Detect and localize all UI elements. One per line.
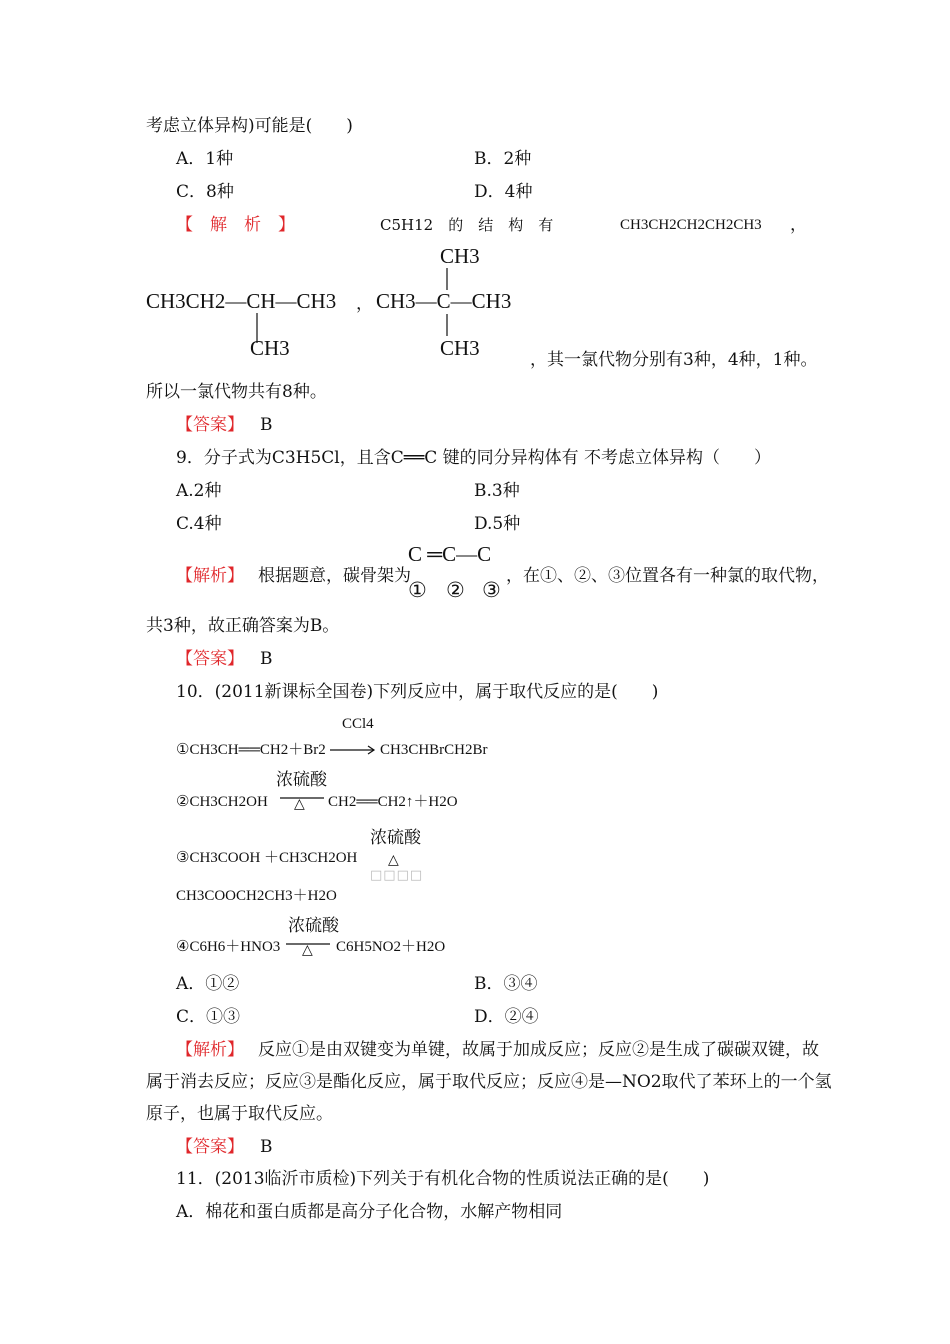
q8-jiexi-label: 【 解 析 】 [176,215,295,235]
q10-jiexi-label: 【解析】 [176,1040,244,1060]
q8-struct2-main: CH3CH2—CH—CH3 [146,289,337,313]
q8-comma2: ， [356,294,373,314]
q8-struct2-branch: CH3 [250,336,290,360]
q8-jiexi-line2: 所以一氯代物共有8种。 [146,382,327,402]
q10-r2-right: CH2══CH2↑＋H2O [328,794,458,810]
q8-struct1: CH3CH2CH2CH2CH3 [620,217,762,233]
q9-skeleton: C ═C—C [408,542,492,566]
q10-r4-right: C6H5NO2＋H2O [336,939,446,955]
q9-pos-3: ③ [482,578,501,602]
q10-jiexi-line2: 属于消去反应；反应③是酯化反应，属于取代反应；反应④是—NO2取代了苯环上的一个氢 [146,1072,832,1092]
q8-jiexi-lead: C5H12 的 结 构 有 [380,216,554,234]
q9-pos-2: ② [446,578,465,602]
q10-r4-condition-top: 浓硫酸 [288,916,339,936]
q10-r1-left: ①CH3CH══CH2＋Br2 [176,742,326,758]
q10-option-d: D．②④ [474,1007,539,1027]
q9-jiexi-lead: 根据题意，碳骨架为 [258,566,411,586]
q10-r1-right: CH3CHBrCH2Br [380,742,488,758]
q10-option-a: A．①② [176,974,240,994]
q8-struct3-main: CH3—C—CH3 [376,289,512,313]
q10-r4-left: ④C6H6＋HNO3 [176,939,281,955]
q8-struct3-bond-top [446,268,448,290]
q10-answer: B [260,1137,273,1157]
q9-option-c: C.4种 [176,514,222,534]
q11-option-a: A．棉花和蛋白质都是高分子化合物，水解产物相同 [176,1202,563,1222]
q9-jiexi-tail: ，在①、②、③位置各有一种氯的取代物， [506,566,829,586]
q9-option-b: B.3种 [474,481,520,501]
q9-option-a: A.2种 [176,481,222,501]
q8-option-a: A．1种 [176,149,234,169]
q11-stem: 11．(2013临沂市质检)下列关于有机化合物的性质说法正确的是( ) [176,1169,710,1189]
q10-jiexi-line3: 原子，也属于取代反应。 [146,1104,333,1124]
q8-option-c: C．8种 [176,182,234,202]
q9-stem: 9．分子式为C3H5Cl，且含C══C 键的同分异构体有 不考虑立体异构（ ） [176,448,772,468]
q9-option-d: D.5种 [474,514,521,534]
q10-r2-left: ②CH3CH2OH [176,794,268,810]
q8-stem-tail: 考虑立体异构)可能是( ) [146,116,353,136]
q10-r1-condition: CCl4 [342,716,374,732]
q9-answer-label: 【答案】 [176,649,244,669]
q10-stem: 10．(2011新课标全国卷)下列反应中，属于取代反应的是( ) [176,682,659,702]
q9-jiexi-line2: 共3种，故正确答案为B。 [146,616,340,636]
q10-r3-left: ③CH3COOH ＋CH3CH2OH [176,850,358,866]
q8-option-b: B．2种 [474,149,532,169]
q8-answer: B [260,415,273,435]
q8-struct3-top: CH3 [440,244,480,268]
q10-r4-condition-bottom: △ [302,942,313,958]
q10-r2-condition-bottom: △ [294,796,305,812]
q10-r3-condition-bottom: △ [388,852,399,868]
q8-struct3-bottom: CH3 [440,336,480,360]
q8-answer-label: 【答案】 [176,415,244,435]
q9-answer: B [260,649,273,669]
q10-jiexi-line1: 反应①是由双键变为单键，故属于加成反应；反应②是生成了碳碳双键，故 [258,1040,819,1060]
q10-r3-placeholder-boxes: □□□□ [370,868,424,883]
q10-r1-arrow [330,746,376,754]
q10-option-c: C．①③ [176,1007,241,1027]
q8-jiexi-tail: ，其一氯代物分别有3种，4种，1种。 [530,350,818,370]
q10-answer-label: 【答案】 [176,1137,244,1157]
q9-jiexi-label: 【解析】 [176,566,244,586]
q10-r2-condition-top: 浓硫酸 [276,770,327,790]
q10-option-b: B．③④ [474,974,538,994]
q10-r3-condition-top: 浓硫酸 [370,828,421,848]
q8-comma: ， [790,215,807,235]
q8-struct3-bond-bottom [446,314,448,336]
q10-r3-line2: CH3COOCH2CH3＋H2O [176,888,337,904]
q9-pos-1: ① [408,578,427,602]
q8-option-d: D．4种 [474,182,533,202]
